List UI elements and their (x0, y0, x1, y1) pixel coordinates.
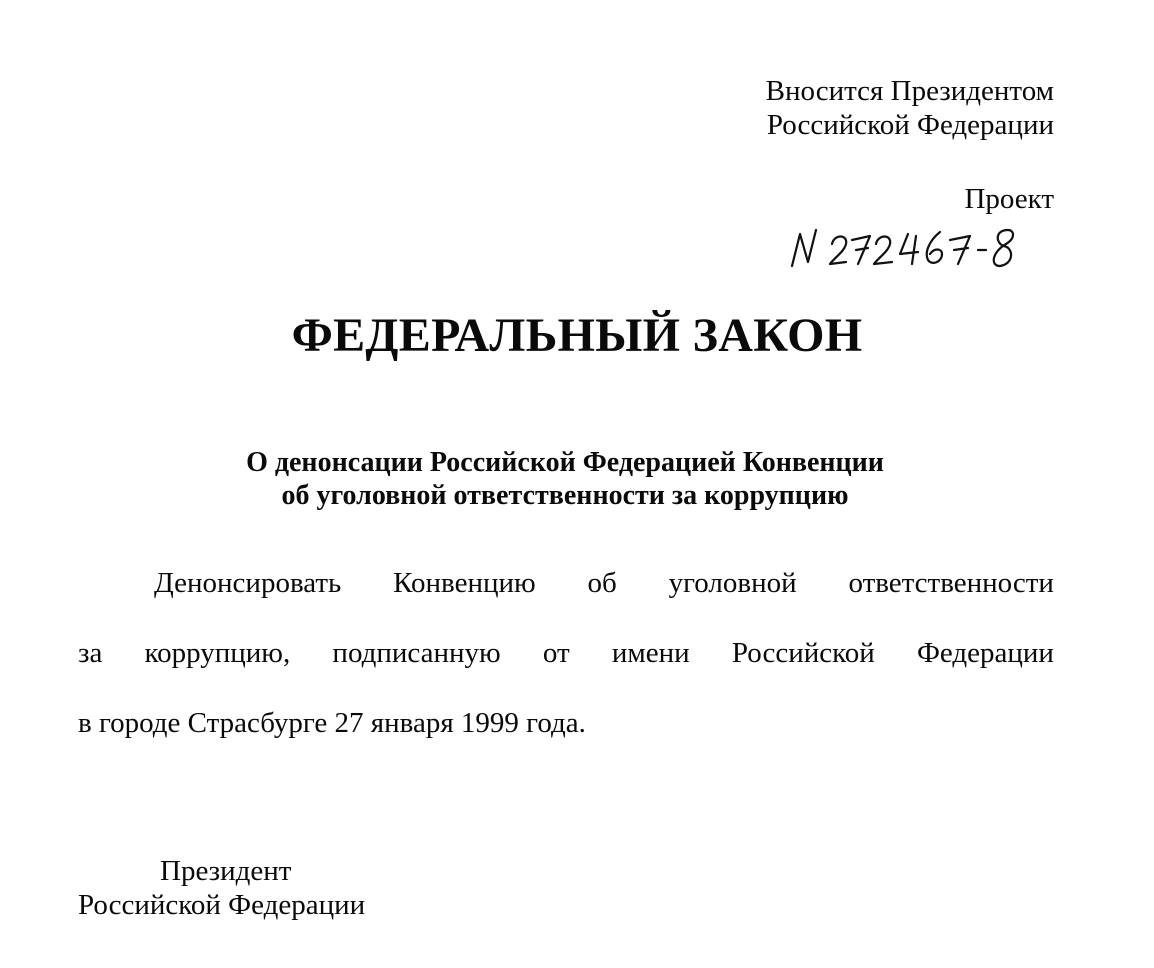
draft-label: Проект (964, 183, 1054, 215)
law-subject-line-1: О денонсации Российской Федерацией Конвенции (246, 447, 884, 478)
body-word: Конвенцию (393, 567, 536, 599)
handwritten-registration-number (786, 222, 1026, 272)
body-line-1 (78, 565, 1054, 601)
body-word: Российской (731, 637, 875, 669)
law-subject (0, 446, 1130, 512)
signature-block (78, 854, 365, 922)
signature-title-line-1: Президент (160, 855, 292, 887)
law-body (78, 565, 1054, 775)
body-word: ответственности (848, 567, 1054, 599)
submitted-by-line-1: Вносится Президентом (765, 75, 1054, 107)
body-word: Федерации (916, 637, 1054, 669)
signature-title-line-2: Российской Федерации (78, 889, 366, 921)
body-word: подписанную (332, 637, 501, 669)
body-word: имени (611, 637, 690, 669)
law-subject-line-2: об уголовной ответственности за коррупцию (281, 480, 849, 511)
body-word: Денонсировать (154, 567, 342, 599)
body-word: об (587, 567, 617, 599)
body-word: от (542, 637, 570, 669)
body-word: за (78, 637, 103, 669)
submitted-by-block (766, 74, 1054, 142)
body-word: уголовной (668, 567, 797, 599)
law-title: ФЕДЕРАЛЬНЫЙ ЗАКОН (291, 309, 863, 362)
body-word: коррупцию, (144, 637, 291, 669)
body-line-2 (78, 635, 1054, 671)
body-line-3: в городе Страсбурге 27 января 1999 года. (78, 707, 586, 739)
submitted-by-line-2: Российской Федерации (766, 109, 1054, 141)
